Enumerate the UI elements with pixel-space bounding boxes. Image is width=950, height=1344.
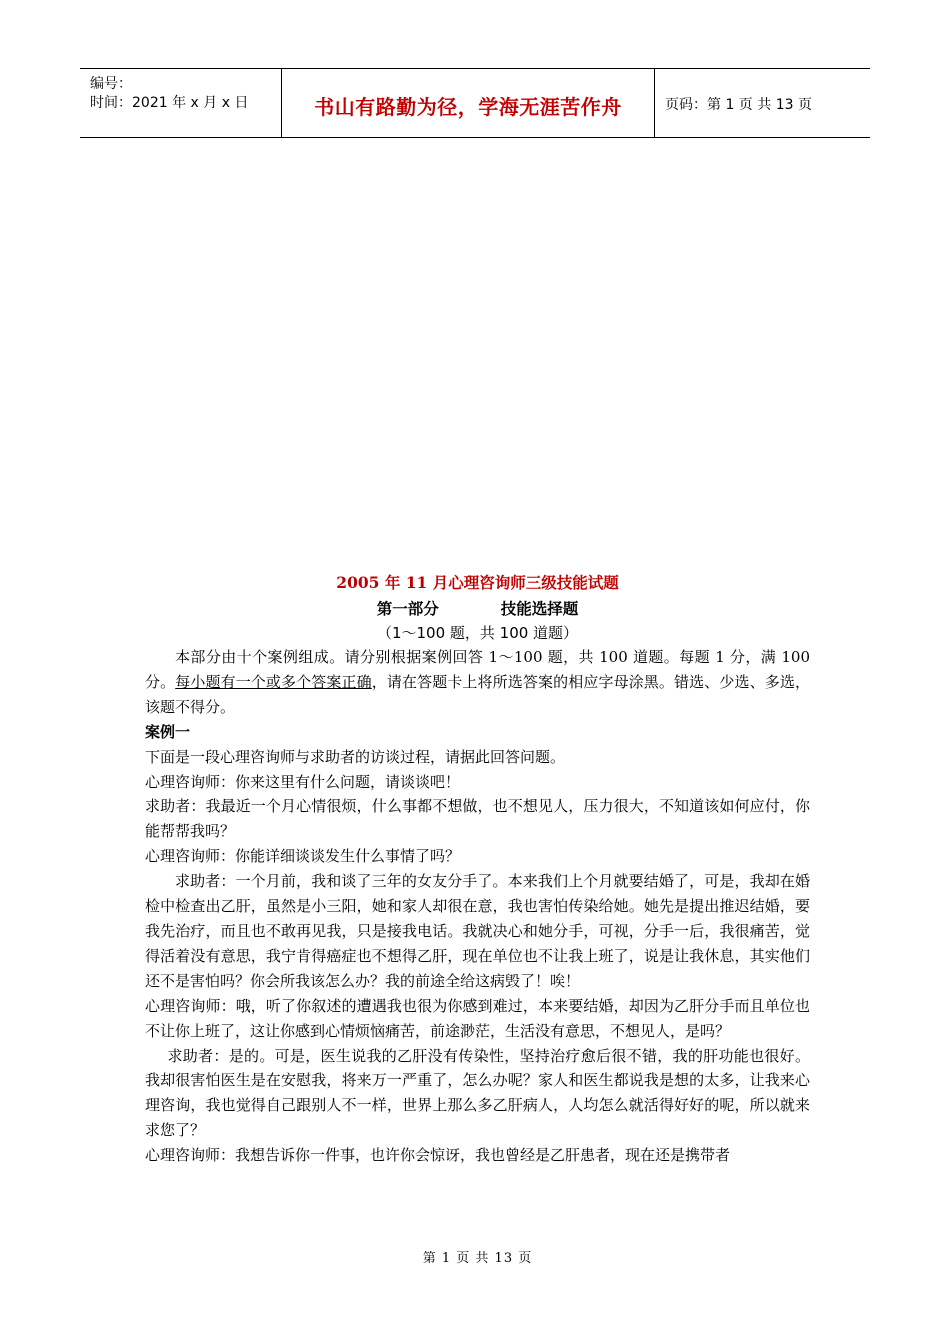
document-title: 2005 年 11 月心理咨询师三级技能试题 xyxy=(336,573,619,592)
dialogue-line: 心理咨询师：你来这里有什么问题，请谈谈吧！ xyxy=(145,772,461,791)
intro-underlined: 每小题有一个或多个答案正确 xyxy=(175,672,372,691)
dialogue-line: 心理咨询师：我想告诉你一件事，也许你会惊讶，我也曾经是乙肝患者，现在还是携带者 xyxy=(145,1146,731,1165)
header-time-label: 时间：2021 年 x 月 x 日 xyxy=(90,95,249,111)
case-title: 案例一 xyxy=(145,722,191,741)
header-meta-cell xyxy=(80,69,282,137)
intro-text-a: 本部分由十个案例组成。请分别根据案例回答 1～100 题，共 100 道题。每题 1 分，满 100 分。 xyxy=(145,648,810,691)
dialogue-line: 求助者：是的。可是，医生说我的乙肝没有传染性，坚持治疗愈后很不错，我的肝功能也很好。我却很害怕医生是在安慰我，将来万一严重了，怎么办呢？家人和医生都说我是想的太多，让我来心理咨询，我也觉得自己跟别人不一样，世界上那么多乙肝病人，人均怎么就活得好好的呢，所以就来求您了？ xyxy=(145,1046,810,1140)
intro-text-b: ，请在答题卡上将所选答案的相应字母涂黑。错选、少选、多选，该题不得分。 xyxy=(145,672,810,716)
dialogue-line: 心理咨询师：你能详细谈谈发生什么事情了吗？ xyxy=(145,847,461,866)
case-intro: 下面是一段心理咨询师与求助者的访谈过程，请据此回答问题。 xyxy=(145,747,566,766)
section-name: 技能选择题 xyxy=(500,600,579,618)
document-header xyxy=(80,68,870,138)
header-motto-cell xyxy=(282,69,655,137)
header-number-label: 编号： xyxy=(90,76,132,92)
page-footer: 第 1 页 共 13 页 xyxy=(422,1251,533,1266)
question-range: （1～100 题，共 100 道题） xyxy=(376,624,579,642)
dialogue-line: 心理咨询师：哦，听了你叙述的遭遇我也很为你感到难过，本来要结婚，却因为乙肝分手而且单位也不让你上班了，这让你感到心情烦恼痛苦，前途渺茫，生活没有意思，不想见人，是吗？ xyxy=(145,996,810,1040)
section-heading xyxy=(145,597,810,619)
header-page-info: 页码：第 1 页 共 13 页 xyxy=(665,97,812,113)
document-body xyxy=(145,645,810,1168)
dialogue-line: 求助者：我最近一个月心情很烦，什么事都不想做，也不想见人，压力很大，不知道该如何应付，你能帮帮我吗？ xyxy=(145,797,810,841)
intro-paragraph xyxy=(145,645,810,720)
section-part: 第一部分 xyxy=(376,600,439,618)
dialogue-line: 求助者：一个月前，我和谈了三年的女友分手了。本来我们上个月就要结婚了，可是，我却在婚检中检查出乙肝，虽然是小三阳，她和家人却很在意，我也害怕传染给她。她先是提出推迟结婚，要我先治疗，而且也不敢再见我，只是接我电话。我就决心和她分手，可视，分手一后，我很痛苦，觉得活着没有意思，我宁肯得癌症也不想得乙肝，现在单位也不让我上班了，说是让我休息，其实他们还不是害怕吗？你会所我该怎么办？我的前途全给这病毁了！唉！ xyxy=(145,872,810,990)
header-page-cell xyxy=(655,69,870,137)
header-motto: 书山有路勤为径，学海无涯苦作舟 xyxy=(314,95,622,119)
